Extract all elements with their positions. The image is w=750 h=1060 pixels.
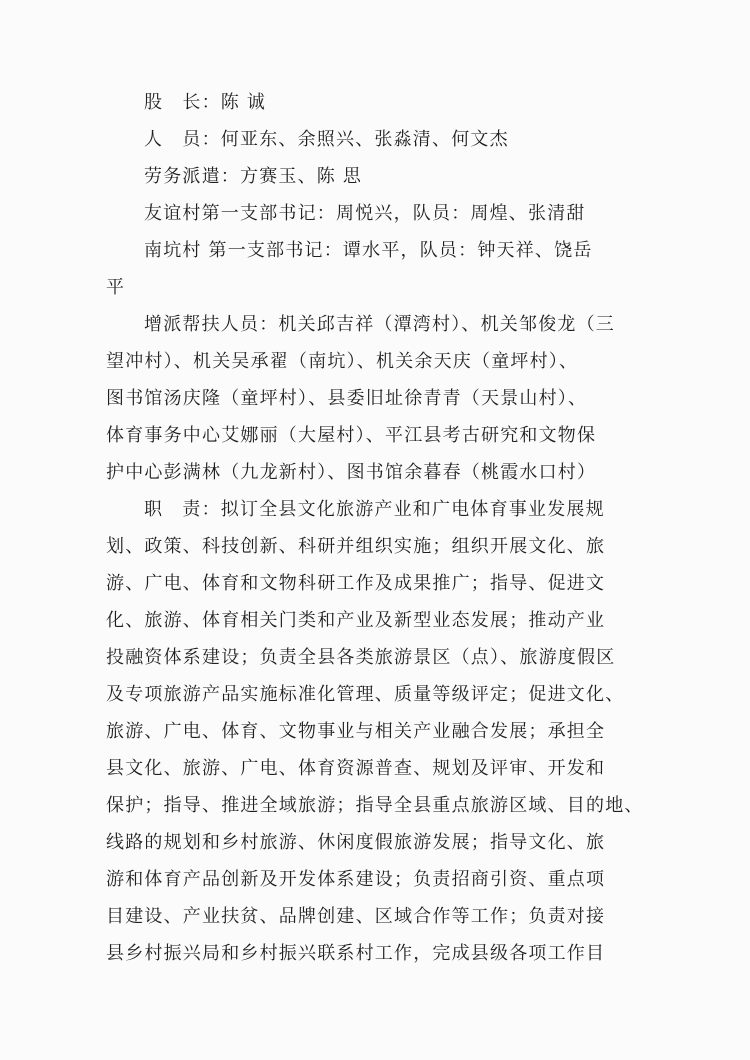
duties-paragraph-line: 县文化、旅游、广电、体育资源普查、规划及评审、开发和 xyxy=(106,758,606,779)
extra-support-paragraph-line: 护中心彭满林（九龙新村）、图书馆余暮春（桃霞水口村） xyxy=(106,462,597,483)
extra-support-paragraph-line: 体育事务中心艾娜丽（大屋村）、平江县考古研究和文物保 xyxy=(106,425,597,446)
duties-paragraph-line: 游、广电、体育和文物科研工作及成果推广；指导、促进文 xyxy=(106,573,606,594)
duties-paragraph-line: 职 责：拟订全县文化旅游产业和广电体育事业发展规 xyxy=(144,499,605,520)
nankeng-village-team-line: 南坑村 第一支部书记：谭水平，队员：钟天祥、饶岳 xyxy=(144,240,593,261)
nankeng-village-team-line-cont: 平 xyxy=(106,277,126,298)
extra-support-paragraph-line: 图书馆汤庆隆（童坪村）、县委旧址徐青青（天景山村）、 xyxy=(106,388,588,409)
duties-paragraph-line: 保护；指导、推进全域旅游；指导全县重点旅游区域、目的地、 xyxy=(106,795,644,816)
extra-support-paragraph-line: 望冲村）、机关吴承翟（南坑）、机关余天庆（童坪村）、 xyxy=(106,351,579,372)
section-chief-line: 股 长：陈 诚 xyxy=(144,92,267,113)
staff-line: 人 员：何亚东、余照兴、张淼清、何文杰 xyxy=(144,129,509,150)
duties-paragraph-line: 及专项旅游产品实施标准化管理、质量等级评定；促进文化、 xyxy=(106,684,625,705)
duties-paragraph-line: 投融资体系建设；负责全县各类旅游景区（点）、旅游度假区 xyxy=(106,647,616,668)
extra-support-paragraph-line: 增派帮扶人员：机关邱吉祥（潭湾村）、机关邹俊龙（三 xyxy=(144,314,615,335)
youyi-village-team-line: 友谊村第一支部书记：周悦兴，队员：周煌、张清甜 xyxy=(144,203,586,224)
duties-paragraph-line: 化、旅游、体育相关门类和产业及新型业态发展；推动产业 xyxy=(106,610,606,631)
duties-paragraph-line: 县乡村振兴局和乡村振兴联系村工作，完成县级各项工作目 xyxy=(106,943,606,964)
duties-paragraph-line: 目建设、产业扶贫、品牌创建、区域合作等工作；负责对接 xyxy=(106,906,606,927)
duties-paragraph-line: 游和体育产品创新及开发体系建设；负责招商引资、重点项 xyxy=(106,869,606,890)
dispatched-staff-line: 劳务派遣：方赛玉、陈 思 xyxy=(144,166,363,187)
duties-paragraph-line: 旅游、广电、体育、文物事业与相关产业融合发展；承担全 xyxy=(106,721,606,742)
duties-paragraph-line: 线路的规划和乡村旅游、休闲度假旅游发展；指导文化、旅 xyxy=(106,832,606,853)
duties-paragraph-line: 划、政策、科技创新、科研并组织实施；组织开展文化、旅 xyxy=(106,536,606,557)
